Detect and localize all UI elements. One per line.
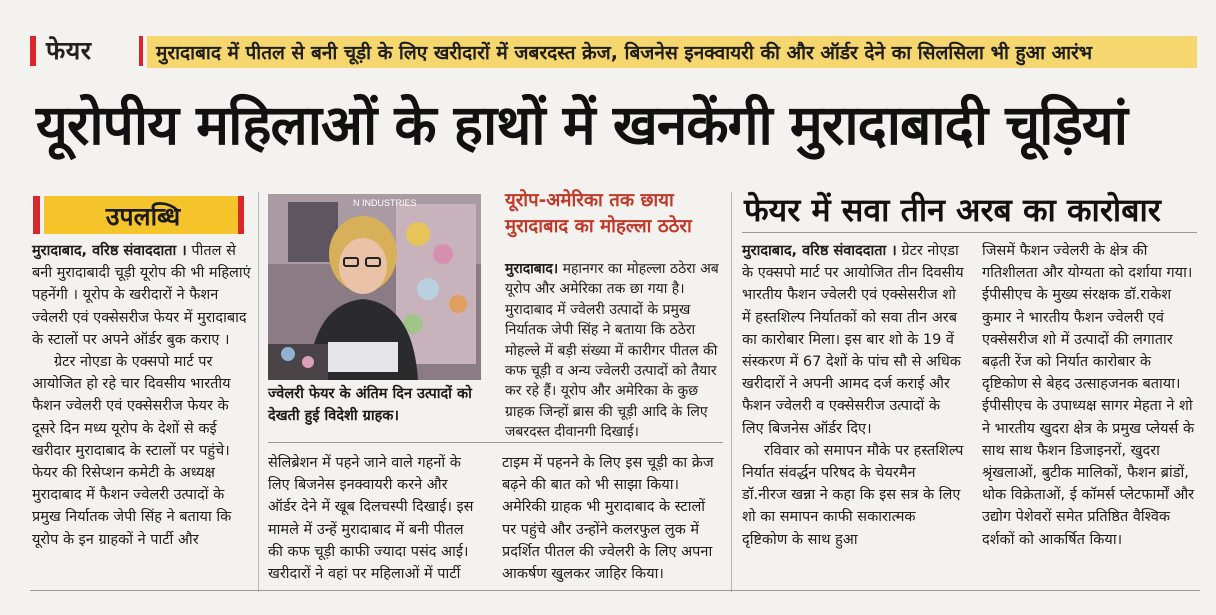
column-divider — [731, 192, 732, 592]
paragraph: सेलिब्रेशन में पहने जाने वाले गहनों के लिए बिजनेस इनक्वायरी करने और ऑर्डर देने में खूब दिलचस्पी दिखाई। इस मामले में उन्हें मुरादाबाद में बनी पीतल की कफ चूड़ी काफी ज्यादा पसंद आई। खरीदारों ने वहां पर महिलाओं में पार्टी — [268, 455, 474, 583]
article-column-1 — [32, 240, 252, 551]
paragraph: रविवार को समापन मौके पर हस्तशिल्प निर्यात संवर्द्धन परिषद के चेयरमैन डॉ.नीरज खन्ना ने कहा कि इस सत्र के लिए शो का समापन काफी सकारात्मक दृष्टिकोण के साथ हुआ — [742, 442, 964, 548]
sub-article — [505, 259, 720, 443]
tag-accent-left — [33, 196, 40, 234]
news-photo — [268, 194, 481, 380]
kicker-text: मुरादाबाद में पीतल से बनी चूड़ी के लिए खरीदारों में जबरदस्त क्रेज, बिजनेस इनक्वायरी की और ऑर्डर देने का सिलसिला भी हुआ आरंभ — [156, 42, 1093, 64]
section-tag: उपलब्धि — [105, 202, 181, 231]
column-divider — [258, 192, 259, 592]
photo-caption: ज्वेलरी फेयर के अंतिम दिन उत्पादों को देखती हुई विदेशी ग्राहक। — [268, 386, 472, 424]
category-marker — [30, 36, 36, 66]
main-headline: यूरोपीय महिलाओं के हाथों में खनकेंगी मुरादाबादी चूड़ियां — [36, 93, 1128, 157]
paragraph: ग्रेटर नोएडा के एक्सपो मार्ट पर आयोजित हो रहे चार दिवसीय भारतीय फैशन ज्वेलरी एवं एक्सेसरीज फेयर के दूसरे दिन मध्य यूरोप के देशों से कई खरीदार मुरादाबाद के स्टालों पर पहुंचे। फेयर की रिसेप्शन कमेटी के अध्यक्ष मुरादाबाद में फैशन ज्वेलरी उत्पादों के प्रमुख निर्यातक जेपी सिंह ने बताया कि यूरोप के इन ग्राहकों ने पार्टी और — [32, 354, 232, 548]
paragraph: पीतल से बनी मुरादाबादी चूड़ी यूरोप की भी महिलाएं पहनेंगी । यूरोप के खरीदारों ने फैशन ज्वेलरी एवं एक्सेसरीज फेयर में मुरादाबाद के स्टालों पर अपने ऑर्डर बुक कराए । — [32, 243, 251, 348]
photo-illustration — [268, 194, 481, 380]
category-separator — [139, 36, 143, 66]
paragraph: महानगर का मोहल्ला ठठेरा अब यूरोप और अमेरिका तक छा गया है। मुरादाबाद में ज्वेलरी उत्पादों के प्रमुख निर्यातक जेपी सिंह ने बताया कि ठठेरा मोहल्ले में बड़ी संख्या में कारीगर पीतल की कफ चूड़ी व अन्य ज्वेलरी उत्पादों को तैयार कर रहे हैं। यूरोप और अमेरिका के कुछ ग्राहक जिन्हों ब्रास की चूड़ी आदि के लिए जबरदस्त दीवानगी दिखाई। — [505, 261, 719, 441]
byline: मुरादाबाद, वरिष्ठ संवाददाता । — [742, 243, 897, 259]
paragraph: ग्रेटर नोएडा के एक्सपो मार्ट पर आयोजित तीन दिवसीय भारतीय फैशन ज्वेलरी एवं एक्सेसरीज शो में हस्तशिल्प निर्यातकों को सवा तीन अरब का कारोबार मिला। इस बार शो के 19 वें संस्करण में 67 देशों के पांच सौ से अधिक खरीदारों ने अपनी आमद दर्ज कराई और फैशन ज्वेलरी व एक्सेसरीज उत्पादों के लिए बिजनेस ऑर्डर दिए। — [742, 243, 964, 437]
headline-rule — [742, 232, 1197, 233]
dateline: मुरादाबाद। — [505, 261, 559, 277]
byline: मुरादाबाद, वरिष्ठ संवाददाता । — [32, 243, 187, 259]
right-headline: फेयर में सवा तीन अरब का कारोबार — [744, 191, 1161, 229]
article-column-4 — [742, 240, 964, 551]
paragraph: जिसमें फैशन ज्वेलरी के क्षेत्र की गतिशीलता और योग्यता को दर्शाया गया।ईपीसीएच के मुख्य संरक्षक डॉ.राकेश कुमार ने भारतीय फैशन ज्वेलरी एवं एक्सेसरीज शो में उत्पादों की लगातार बढ़ती रेंज को निर्यात कारोबार के दृष्टिकोण से बेहद उत्साहजनक बताया।ईपीसीएच के उपाध्यक्ष सागर मेहता ने शो ने भारतीय खुदरा क्षेत्र के प्रमुख प्लेयर्स के साथ साथ फैशन डिजाइनरों, खुदरा श्रृंखलाओं, बुटीक मालिकों, फैशन ब्रांडों, थोक विक्रेताओं, ई कॉमर्स प्लेटफार्मों और उद्योग पेशेवरों समेत प्रतिष्ठित वैश्विक दर्शकों को आकर्षित किया। — [982, 243, 1195, 548]
paragraph: टाइम में पहनने के लिए इस चूड़ी का क्रेज बढ़ने की बात को भी साझा किया। अमेरिकी ग्राहक भी मुरादाबाद के स्टालों पर पहुंचे और उन्होंने कलरफुल लुक में प्रदर्शित पीतल की ज्वेलरी के लिए अपना आकर्षण खुलकर जाहिर किया। — [502, 455, 714, 583]
bottom-rule — [30, 590, 1200, 591]
article-column-5 — [982, 240, 1197, 551]
category-label: फेयर — [46, 36, 92, 65]
article-column-3 — [502, 452, 722, 585]
section-rule — [268, 442, 723, 443]
sub-headline: यूरोप-अमेरिका तक छाया मुरादाबाद का मोहल्ला ठठेरा — [505, 190, 692, 237]
article-column-2 — [268, 452, 480, 585]
photo-sign: N INDUSTRIES — [353, 198, 417, 208]
